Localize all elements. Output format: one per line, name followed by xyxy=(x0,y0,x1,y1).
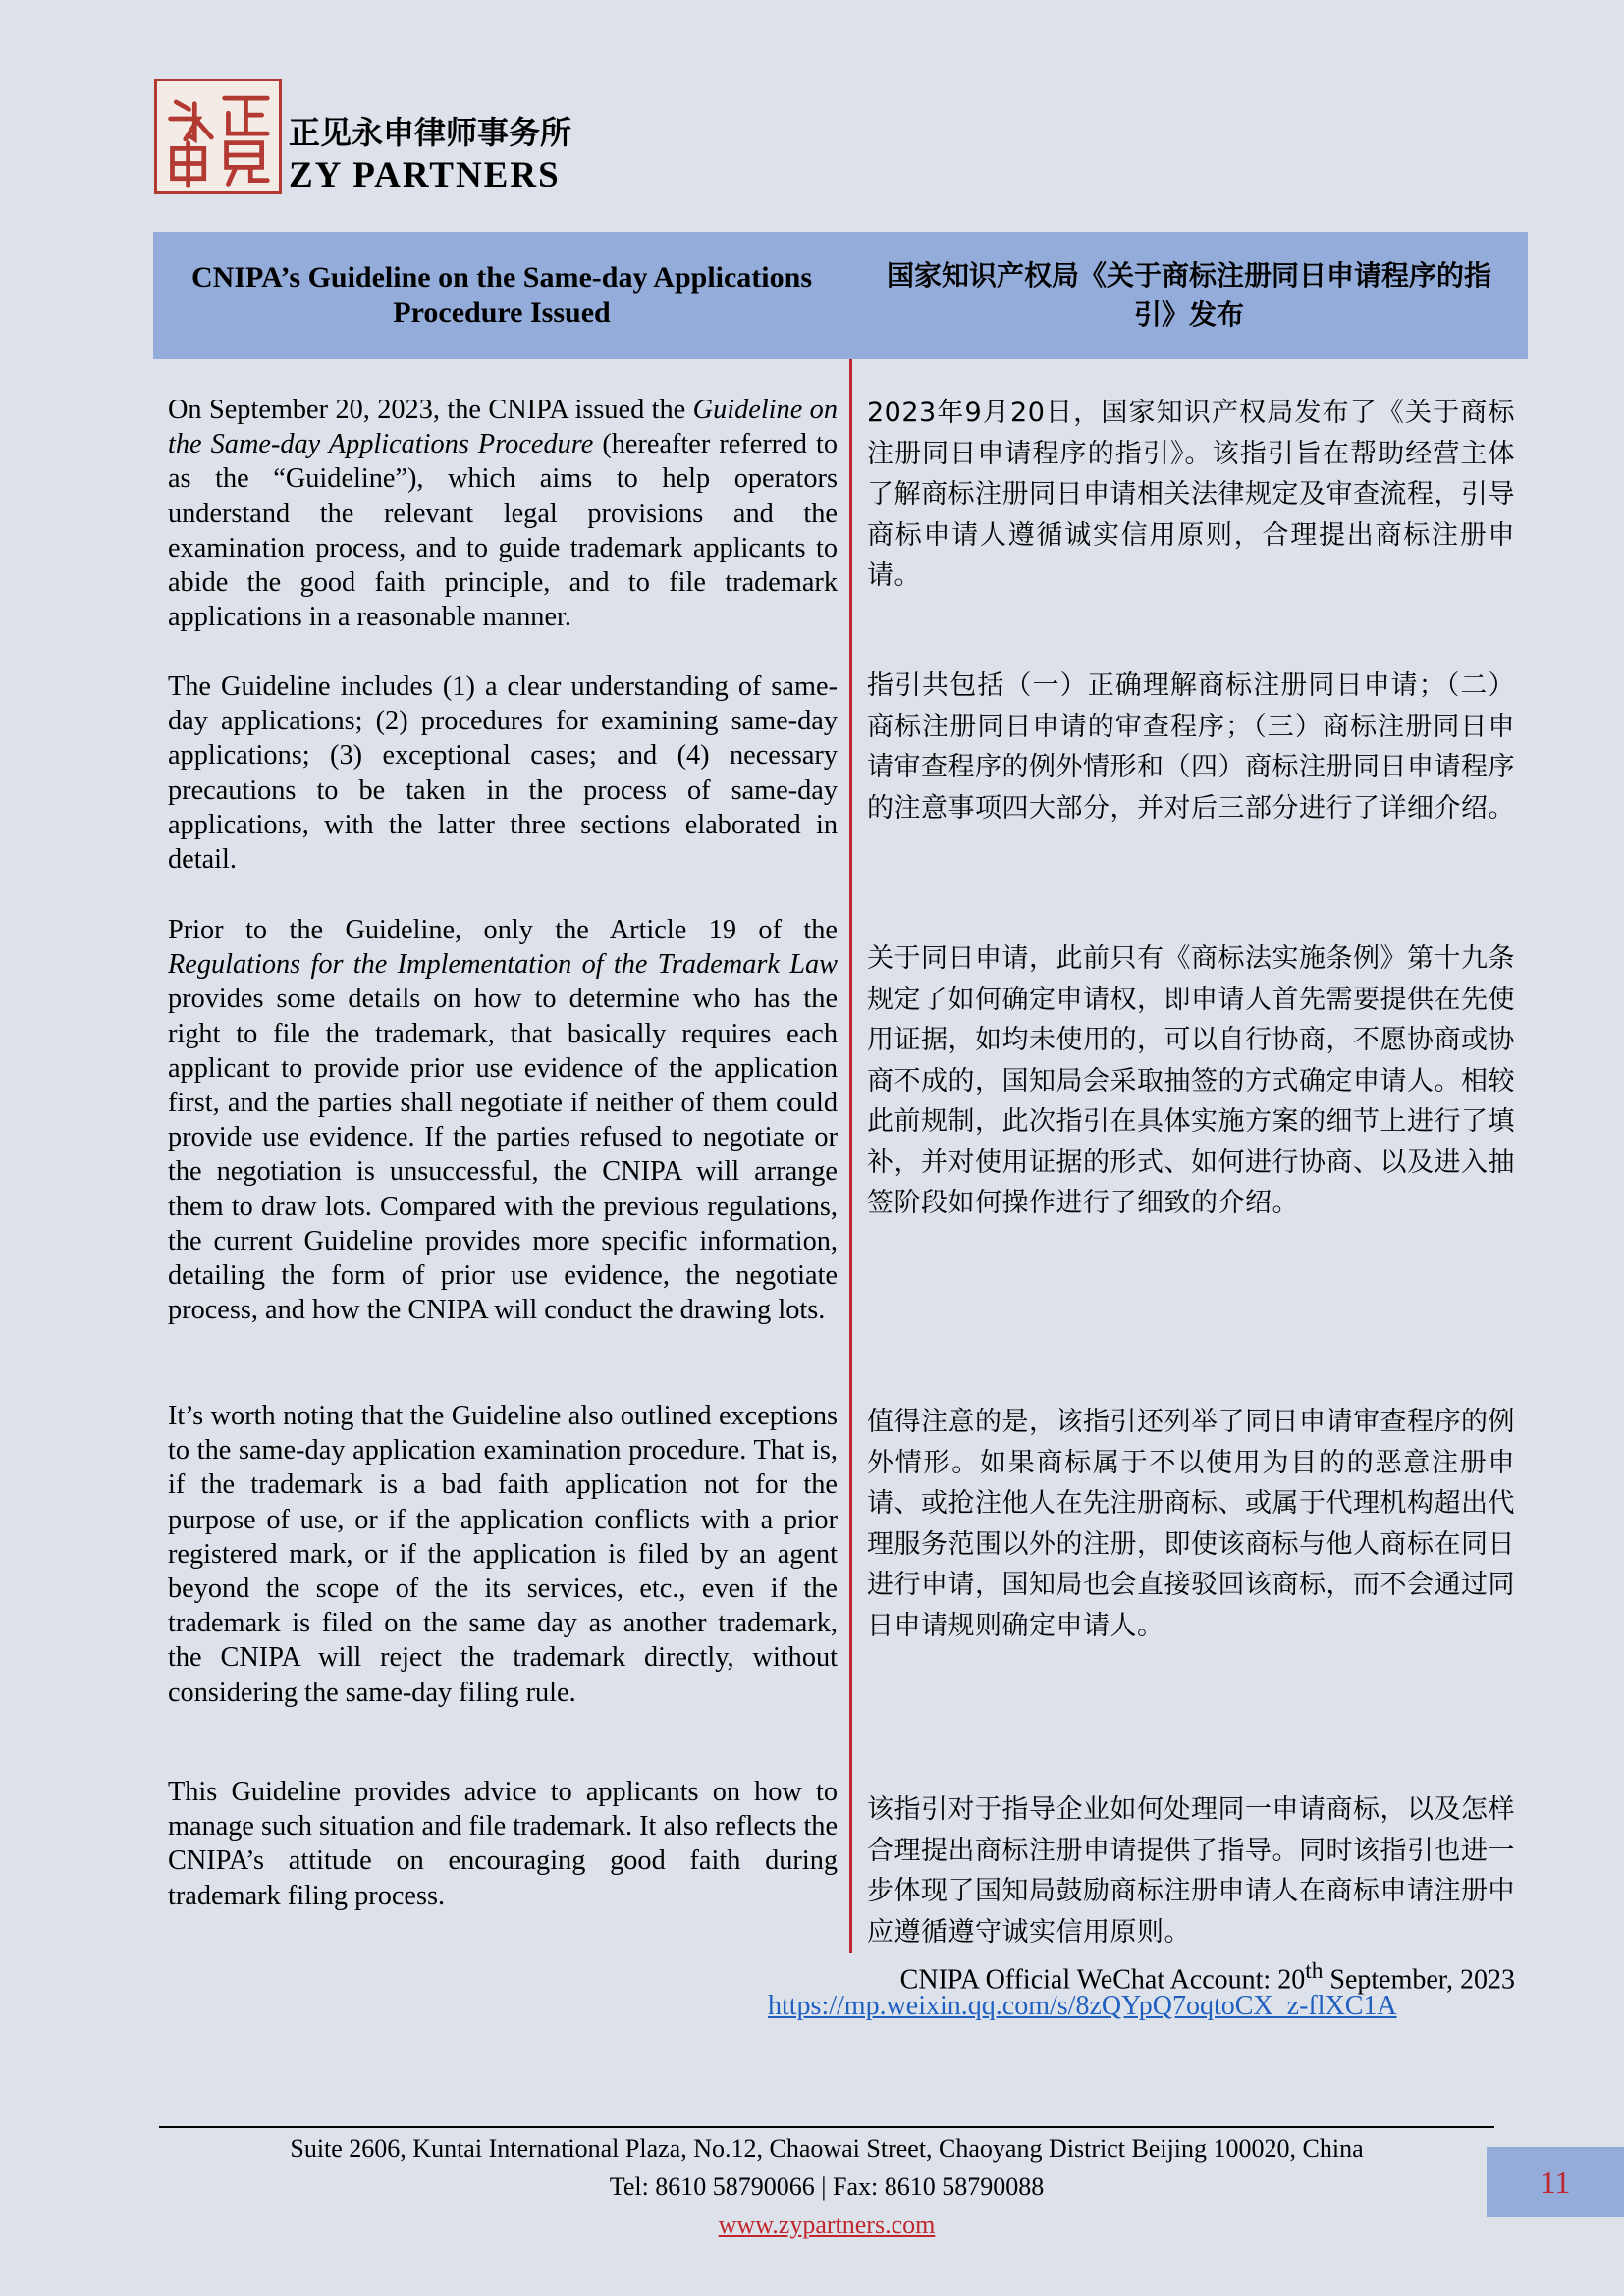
regulations-title-italic: Regulations for the Implementation of the Trademark Law xyxy=(168,949,838,981)
footer-contact: Tel: 8610 58790066 | Fax: 8610 58790088 xyxy=(609,2172,1045,2201)
chinese-paragraph-3: 关于同日申请，此前只有《商标法实施条例》第十九条规定了如何确定申请权，即申请人首先需要提供在先使用证据，如均未使用的，可以自行协商，不愿协商或协商不成的，国知局会采取抽签的方式确定申请人。相较此前规制，此次指引在具体实施方案的细节上进行了填补，并对使用证据的形式、如何进行协商、以及进入抽签阶段如何操作进行了细致的介绍。 xyxy=(867,943,1515,1218)
source-ordinal: th xyxy=(1305,1958,1324,1984)
guideline-title-italic: Guideline on the Same-day Applications Procedure xyxy=(168,395,838,460)
chinese-paragraph-5: 该指引对于指导企业如何处理同一申请商标，以及怎样合理提出商标注册申请提供了指导。同时该指引也进一步体现了国知局鼓励商标注册申请人在商标申请注册中应遵循遵守诚实信用原则。 xyxy=(867,1794,1515,1948)
english-p3-text-b: provides some details on how to determine who has the right to file the trademark, that basically requires each applicant to provide prior use evidence of the application first, and the parties shall negotiate if neither of them could provide use evidence. If the parties refused to negotiate or the negotiation is unsuccessful, the CNIPA will arrange them to draw lots. Compared with the previous regulations, the current Guideline provides more specific information, detailing the form of prior use evidence, the negotiate process, and how the CNIPA will conduct the drawing lots. xyxy=(168,984,838,1326)
english-p1-text-a: On September 20, 2023, the CNIPA issued the xyxy=(168,395,693,425)
source-label: CNIPA Official WeChat Account: 20 xyxy=(899,1964,1306,1996)
chinese-paragraph-2: 指引共包括（一）正确理解商标注册同日申请；（二）商标注册同日申请的审查程序；（三）商标注册同日申请审查程序的例外情形和（四）商标注册同日申请程序的注意事项四大部分，并对后三部分进行了详细介绍。 xyxy=(867,670,1515,824)
seal-icon xyxy=(157,81,279,191)
title-band xyxy=(153,232,1528,359)
article-title-chinese: 国家知识产权局《关于商标注册同日申请程序的指引》发布 xyxy=(886,259,1491,331)
article-title-english: CNIPA’s Guideline on the Same-day Applications Procedure Issued xyxy=(190,261,812,329)
english-p3-text-a: Prior to the Guideline, only the Article 19 of the xyxy=(168,915,838,945)
footer-rule xyxy=(159,2126,1494,2128)
english-paragraph-5: This Guideline provides advice to applicants on how to manage such situation and file trademark. It also reflects the CNIPA’s attitude on encouraging good faith during trademark filing process. xyxy=(168,1777,839,1911)
source-date: September, 2023 xyxy=(1323,1964,1515,1996)
footer-website-link[interactable]: www.zypartners.com xyxy=(718,2211,936,2239)
page-number: 11 xyxy=(1487,2147,1624,2217)
column-divider xyxy=(849,359,852,1953)
english-paragraph-2: The Guideline includes (1) a clear understanding of same-day applications; (2) procedures for examining same-day applications; (3) exceptional cases; and (4) necessary precautions to be taken in the process of same-day applications, with the latter three sections elaborated in detail. xyxy=(168,671,838,876)
english-paragraph-4: It’s worth noting that the Guideline also outlined exceptions to the same-day application examination procedure. That is, if the trademark is a bad faith application not for the purpose of use, or if the application conflicts with a prior registered mark, or if the application is filed by an agent beyond the scope of the its services, etc., even if the trademark is filed on the same day as another trademark, the CNIPA will reject the trademark directly, without considering the same-day filing rule. xyxy=(168,1401,838,1708)
firm-name-english: ZY PARTNERS xyxy=(289,155,561,195)
footer-website-row xyxy=(159,2209,1494,2242)
chinese-paragraph-4: 值得注意的是，该指引还列举了同日申请审查程序的例外情形。如果商标属于不以使用为目的的恶意注册申请、或抢注他人在先注册商标、或属于代理机构超出代理服务范围以外的注册，即使该商标与他人商标在同日进行申请，国知局也会直接驳回该商标，而不会通过同日申请规则确定申请人。 xyxy=(867,1407,1515,1641)
chinese-paragraph-1: 2023年9月20日，国家知识产权局发布了《关于商标注册同日申请程序的指引》。该指引旨在帮助经营主体了解商标注册同日申请相关法律规定及审查流程，引导商标申请人遵循诚实信用原则，合理提出商标注册申请。 xyxy=(867,398,1515,591)
english-paragraph-1 xyxy=(168,393,838,634)
english-paragraph-3 xyxy=(168,913,838,1327)
footer-address: Suite 2606, Kuntai International Plaza, No.12, Chaowai Street, Chaoyang District Beijing 100020, China xyxy=(290,2134,1364,2163)
firm-name-chinese: 正见永申律师事务所 xyxy=(289,114,572,151)
english-p1-text-b: (hereafter referred to as the “Guideline”), which aims to help operators understand the relevant legal provisions and the examination process, and to guide trademark applicants to abide the good faith principle, and to file trademark applications in a reasonable manner. xyxy=(168,429,838,633)
firm-seal-logo xyxy=(154,79,282,194)
source-url-link[interactable]: https://mp.weixin.qq.com/s/8zQYpQ7oqtoCX_z-flXC1A xyxy=(768,1991,1397,2021)
